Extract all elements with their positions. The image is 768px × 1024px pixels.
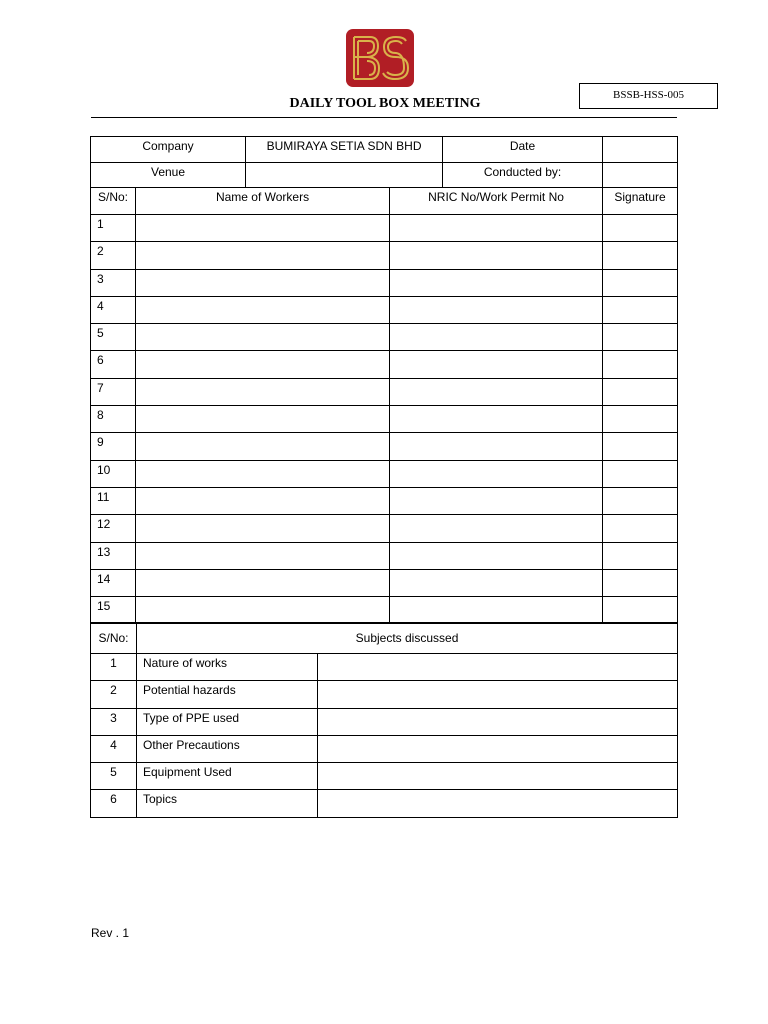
header-divider xyxy=(91,117,677,118)
worker-signature-field[interactable] xyxy=(603,242,678,269)
subjects-sno-header: S/No: xyxy=(91,623,137,654)
worker-signature-field[interactable] xyxy=(603,542,678,569)
worker-row xyxy=(91,351,678,378)
worker-row xyxy=(91,433,678,460)
worker-row xyxy=(91,487,678,514)
worker-row-number: 10 xyxy=(91,460,136,487)
worker-row xyxy=(91,324,678,351)
worker-row-number: 8 xyxy=(91,406,136,433)
worker-signature-field[interactable] xyxy=(603,515,678,542)
worker-signature-field[interactable] xyxy=(603,487,678,514)
worker-name-field[interactable] xyxy=(136,597,390,624)
worker-row xyxy=(91,215,678,242)
worker-signature-field[interactable] xyxy=(603,460,678,487)
worker-nric-field[interactable] xyxy=(390,433,603,460)
worker-nric-field[interactable] xyxy=(390,242,603,269)
sno-header: S/No: xyxy=(91,188,136,215)
worker-name-field[interactable] xyxy=(136,433,390,460)
worker-nric-field[interactable] xyxy=(390,542,603,569)
subject-number: 1 xyxy=(91,654,137,681)
worker-row-number: 15 xyxy=(91,597,136,624)
venue-field[interactable] xyxy=(246,163,443,188)
worker-name-field[interactable] xyxy=(136,542,390,569)
company-value: BUMIRAYA SETIA SDN BHD xyxy=(246,137,443,163)
subject-number: 5 xyxy=(91,763,137,790)
worker-nric-field[interactable] xyxy=(390,296,603,323)
worker-signature-field[interactable] xyxy=(603,351,678,378)
subject-number: 3 xyxy=(91,708,137,735)
subject-row xyxy=(91,735,678,762)
worker-nric-field[interactable] xyxy=(390,487,603,514)
worker-signature-field[interactable] xyxy=(603,433,678,460)
worker-row xyxy=(91,569,678,596)
worker-row-number: 1 xyxy=(91,215,136,242)
worker-row-number: 4 xyxy=(91,296,136,323)
revision-label: Rev . 1 xyxy=(91,926,130,940)
worker-name-field[interactable] xyxy=(136,324,390,351)
worker-row xyxy=(91,515,678,542)
subject-label: Type of PPE used xyxy=(137,708,318,735)
worker-nric-field[interactable] xyxy=(390,351,603,378)
subject-notes-field[interactable] xyxy=(318,763,678,790)
worker-row xyxy=(91,597,678,624)
worker-nric-field[interactable] xyxy=(390,569,603,596)
worker-name-field[interactable] xyxy=(136,351,390,378)
worker-nric-field[interactable] xyxy=(390,515,603,542)
subject-label: Nature of works xyxy=(137,654,318,681)
worker-nric-field[interactable] xyxy=(390,378,603,405)
subjects-header: Subjects discussed xyxy=(137,623,678,654)
worker-row xyxy=(91,378,678,405)
subject-notes-field[interactable] xyxy=(318,790,678,817)
date-label: Date xyxy=(443,137,603,163)
worker-row-number: 2 xyxy=(91,242,136,269)
company-logo xyxy=(346,29,414,87)
subject-number: 4 xyxy=(91,735,137,762)
worker-name-field[interactable] xyxy=(136,215,390,242)
worker-signature-field[interactable] xyxy=(603,597,678,624)
worker-row-number: 3 xyxy=(91,269,136,296)
name-header: Name of Workers xyxy=(136,188,390,215)
subjects-header-row xyxy=(91,623,678,654)
subject-row xyxy=(91,708,678,735)
subject-number: 2 xyxy=(91,681,137,708)
subjects-table xyxy=(90,622,678,818)
worker-nric-field[interactable] xyxy=(390,324,603,351)
signature-header: Signature xyxy=(603,188,678,215)
worker-nric-field[interactable] xyxy=(390,460,603,487)
worker-name-field[interactable] xyxy=(136,515,390,542)
subject-notes-field[interactable] xyxy=(318,708,678,735)
venue-label: Venue xyxy=(91,163,246,188)
worker-row xyxy=(91,269,678,296)
worker-row xyxy=(91,460,678,487)
worker-row xyxy=(91,242,678,269)
worker-row-number: 13 xyxy=(91,542,136,569)
worker-nric-field[interactable] xyxy=(390,215,603,242)
form-title: DAILY TOOL BOX MEETING xyxy=(289,96,481,111)
subject-notes-field[interactable] xyxy=(318,654,678,681)
subject-row xyxy=(91,763,678,790)
worker-row-number: 12 xyxy=(91,515,136,542)
subject-label: Topics xyxy=(137,790,318,817)
workers-header-row xyxy=(91,188,678,215)
worker-name-field[interactable] xyxy=(136,296,390,323)
date-field[interactable] xyxy=(603,137,678,163)
document-code: BSSB-HSS-005 xyxy=(579,83,718,109)
worker-row-number: 9 xyxy=(91,433,136,460)
worker-signature-field[interactable] xyxy=(603,324,678,351)
worker-row xyxy=(91,542,678,569)
subject-row xyxy=(91,654,678,681)
worker-signature-field[interactable] xyxy=(603,378,678,405)
subject-label: Other Precautions xyxy=(137,735,318,762)
worker-row-number: 14 xyxy=(91,569,136,596)
worker-name-field[interactable] xyxy=(136,242,390,269)
worker-signature-field[interactable] xyxy=(603,215,678,242)
subject-number: 6 xyxy=(91,790,137,817)
nric-header: NRIC No/Work Permit No xyxy=(390,188,603,215)
worker-name-field[interactable] xyxy=(136,460,390,487)
subject-row xyxy=(91,681,678,708)
worker-name-field[interactable] xyxy=(136,569,390,596)
worker-row-number: 11 xyxy=(91,487,136,514)
company-label: Company xyxy=(91,137,246,163)
worker-signature-field[interactable] xyxy=(603,406,678,433)
worker-nric-field[interactable] xyxy=(390,269,603,296)
worker-name-field[interactable] xyxy=(136,378,390,405)
worker-name-field[interactable] xyxy=(136,269,390,296)
worker-name-field[interactable] xyxy=(136,487,390,514)
workers-table xyxy=(90,136,678,624)
conducted-by-field[interactable] xyxy=(603,163,678,188)
worker-row xyxy=(91,406,678,433)
worker-row-number: 6 xyxy=(91,351,136,378)
subject-notes-field[interactable] xyxy=(318,735,678,762)
worker-row xyxy=(91,296,678,323)
worker-signature-field[interactable] xyxy=(603,269,678,296)
worker-name-field[interactable] xyxy=(136,406,390,433)
subject-row xyxy=(91,790,678,817)
subject-label: Potential hazards xyxy=(137,681,318,708)
conducted-by-label: Conducted by: xyxy=(443,163,603,188)
worker-nric-field[interactable] xyxy=(390,406,603,433)
worker-signature-field[interactable] xyxy=(603,296,678,323)
subject-notes-field[interactable] xyxy=(318,681,678,708)
worker-signature-field[interactable] xyxy=(603,569,678,596)
worker-nric-field[interactable] xyxy=(390,597,603,624)
subject-label: Equipment Used xyxy=(137,763,318,790)
worker-row-number: 5 xyxy=(91,324,136,351)
worker-row-number: 7 xyxy=(91,378,136,405)
